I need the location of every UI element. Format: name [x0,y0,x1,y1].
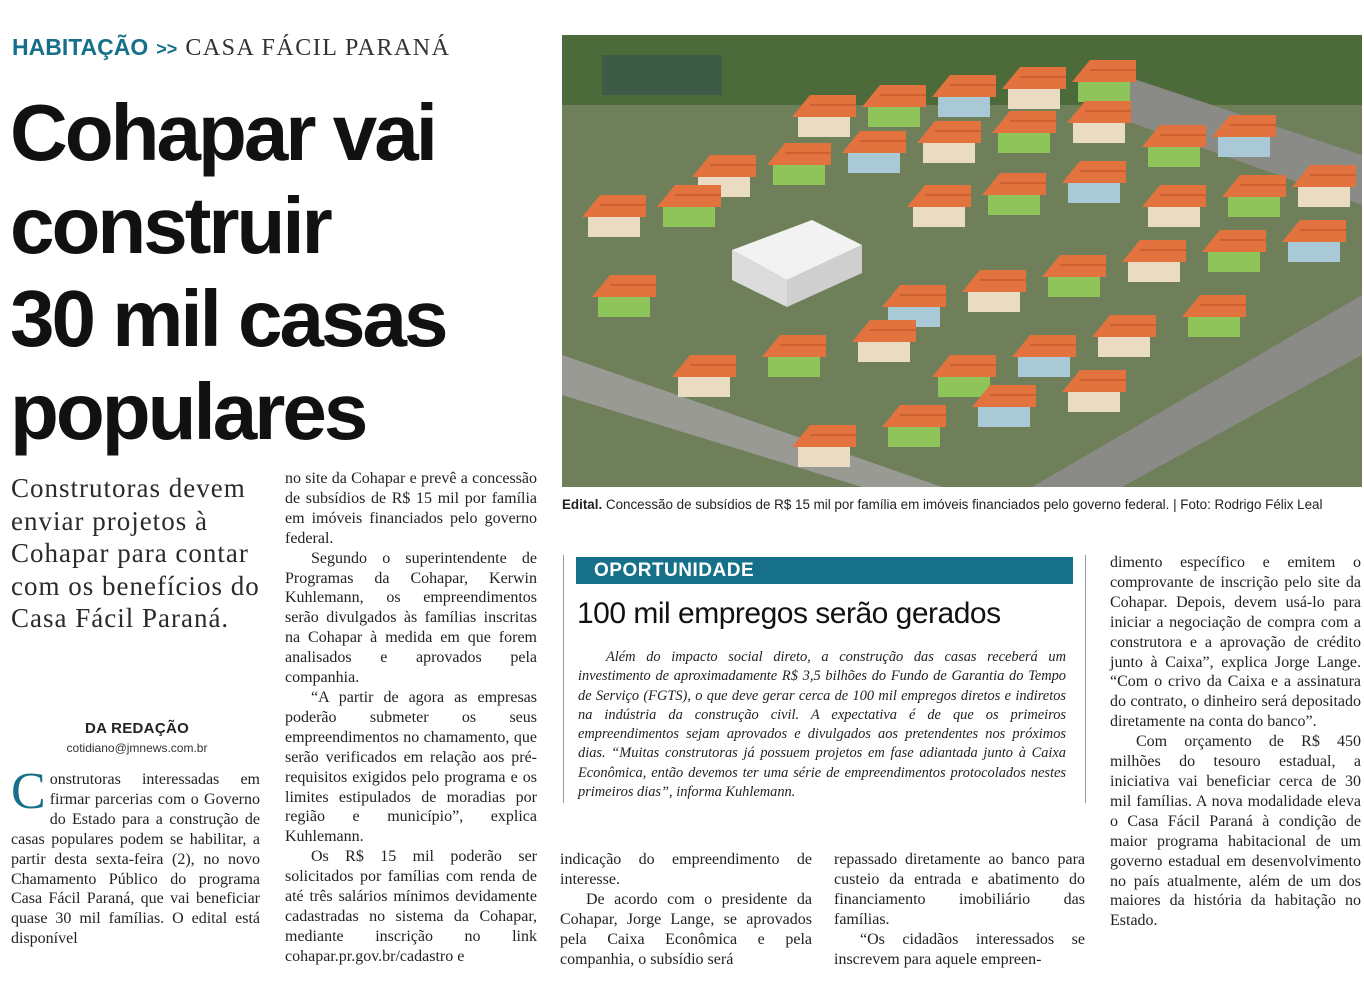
article-column-5 [1110,553,1361,931]
article-paragraph: De acordo com o presidente da Cohapar, Jorge Lange, se aprovados pela Caixa Econômica e pela companhia, o subsídio será [560,890,812,968]
drop-cap: C [11,763,46,820]
topic-label: CASA FÁCIL PARANÁ [185,35,451,61]
headline-line-1: Cohapar vai [10,88,435,177]
byline-email: cotidiano@jmnews.com.br [66,741,208,755]
caption-text: Concessão de subsídios de R$ 15 mil por família em imóveis financiados pelo governo federal. | Foto: Rodrigo Félix Leal [605,497,1323,512]
caption-label: Edital. [562,497,603,512]
article-paragraph: dimento específico e emitem o comprovante de inscrição pelo site da Cohapar. Depois, devem usá-lo para iniciar a negociação de compra com a construtora e a aprovação de crédito junto à Caixa”, explica Jorge Lange. “Com o crivo da Caixa e a assinatura do contrato, o dinheiro será depositado diretamente na conta do banco”. [1110,554,1361,731]
section-label: HABITAÇÃO [12,34,149,60]
article-paragraph: Com orçamento de R$ 450 milhões do tesouro estadual, a iniciativa vai beneficiar cerca de 30 mil famílias. A nova modalidade eleva o Casa Fácil Paraná à condição de maior programa habitacional de um governo estadual em desenvolvimento no país atualmente, além de um dos maiores da história da habitação no Estado. [1110,733,1361,930]
subheadline: Construtoras devem enviar projetos à Cohapar para contar com os benefícios do Casa Fácil Paraná. [11,473,260,633]
article-paragraph: repassado diretamente ao banco para custeio da entrada e abatimento do financiamento imobiliário das famílias. [834,851,1085,928]
article-column-1 [11,763,260,949]
article-column-3 [560,850,812,969]
article-paragraph: “Os cidadãos interessados se inscrevem para aquele empreen- [834,930,1085,968]
article-paragraph: “A partir de agora as empresas poderão submeter os seus empreendimentos no chamamento, que serão verificados em relação aos pré-requisitos exigidos pelo programa e os limites estipulados de moradias por região e município”, explica Kuhlemann. [285,688,537,846]
box-title: 100 mil empregos serão gerados [577,597,1001,630]
aerial-photo [562,35,1362,487]
article-column-4 [834,850,1085,969]
headline [10,86,550,458]
pond [602,55,722,95]
kicker [12,33,450,65]
article-paragraph: Segundo o superintendente de Programas da Cohapar, Kerwin Kuhlemann, os empreendimentos serão divulgados às famílias inscritas na Cohapar à medida em que forem analisados e aprovados pela companhia. [285,549,537,687]
article-paragraph: indicação do empreendimento de interesse. [560,851,812,888]
housing-complex-illustration [562,35,1362,487]
box-label: OPORTUNIDADE [594,560,755,581]
box-text: Além do impacto social direto, a construção das casas receberá um investimento de aproximadamente R$ 3,5 bilhões do Fundo de Garantia do Tempo de Serviço (FGTS), o que deve gerar cerca de 100 mil empregos diretos e indiretos na indústria da construção civil. A expectativa é de que os primeiros empreendimentos sejam aprovados e divulgados aos pretendentes nos próximos dias. “Muitas construtoras já possuem projetos em fase adiantada junto à Caixa Econômica, então devemos ter uma série de empreendimentos protocolados nestes primeiros dias”, informa Kuhlemann. [578,649,1066,801]
article-paragraph: Os R$ 15 mil poderão ser solicitados por famílias com renda de até três salários mínimos devidamente cadastradas no sistema da Cohapar, mediante inscrição no link cohapar.pr.gov.br/cadastro e [285,848,537,965]
box-divider-right [1085,555,1086,803]
headline-line-4: populares [10,367,366,456]
byline [11,720,263,755]
box-divider-left [563,555,564,803]
headline-line-3: 30 mil casas [10,274,446,363]
article-paragraph: Construtoras interessadas em firmar parcerias com o Governo do Estado para a construção de casas populares podem se habilitar, a partir desta sexta-feira (2), no novo Chamamento Público do programa Casa Fácil Paraná, que vai beneficiar quase 30 mil famílias. O edital está disponível [11,763,260,948]
byline-author: DA REDAÇÃO [84,720,190,737]
kicker-separator: >> [156,39,178,59]
photo-caption [562,497,1362,512]
article-paragraph: no site da Cohapar e prevê a concessão de subsídios de R$ 15 mil por família em imóveis financiados pelo governo federal. [285,470,537,547]
headline-line-2: construir [10,181,330,270]
article-column-2 [285,469,537,967]
